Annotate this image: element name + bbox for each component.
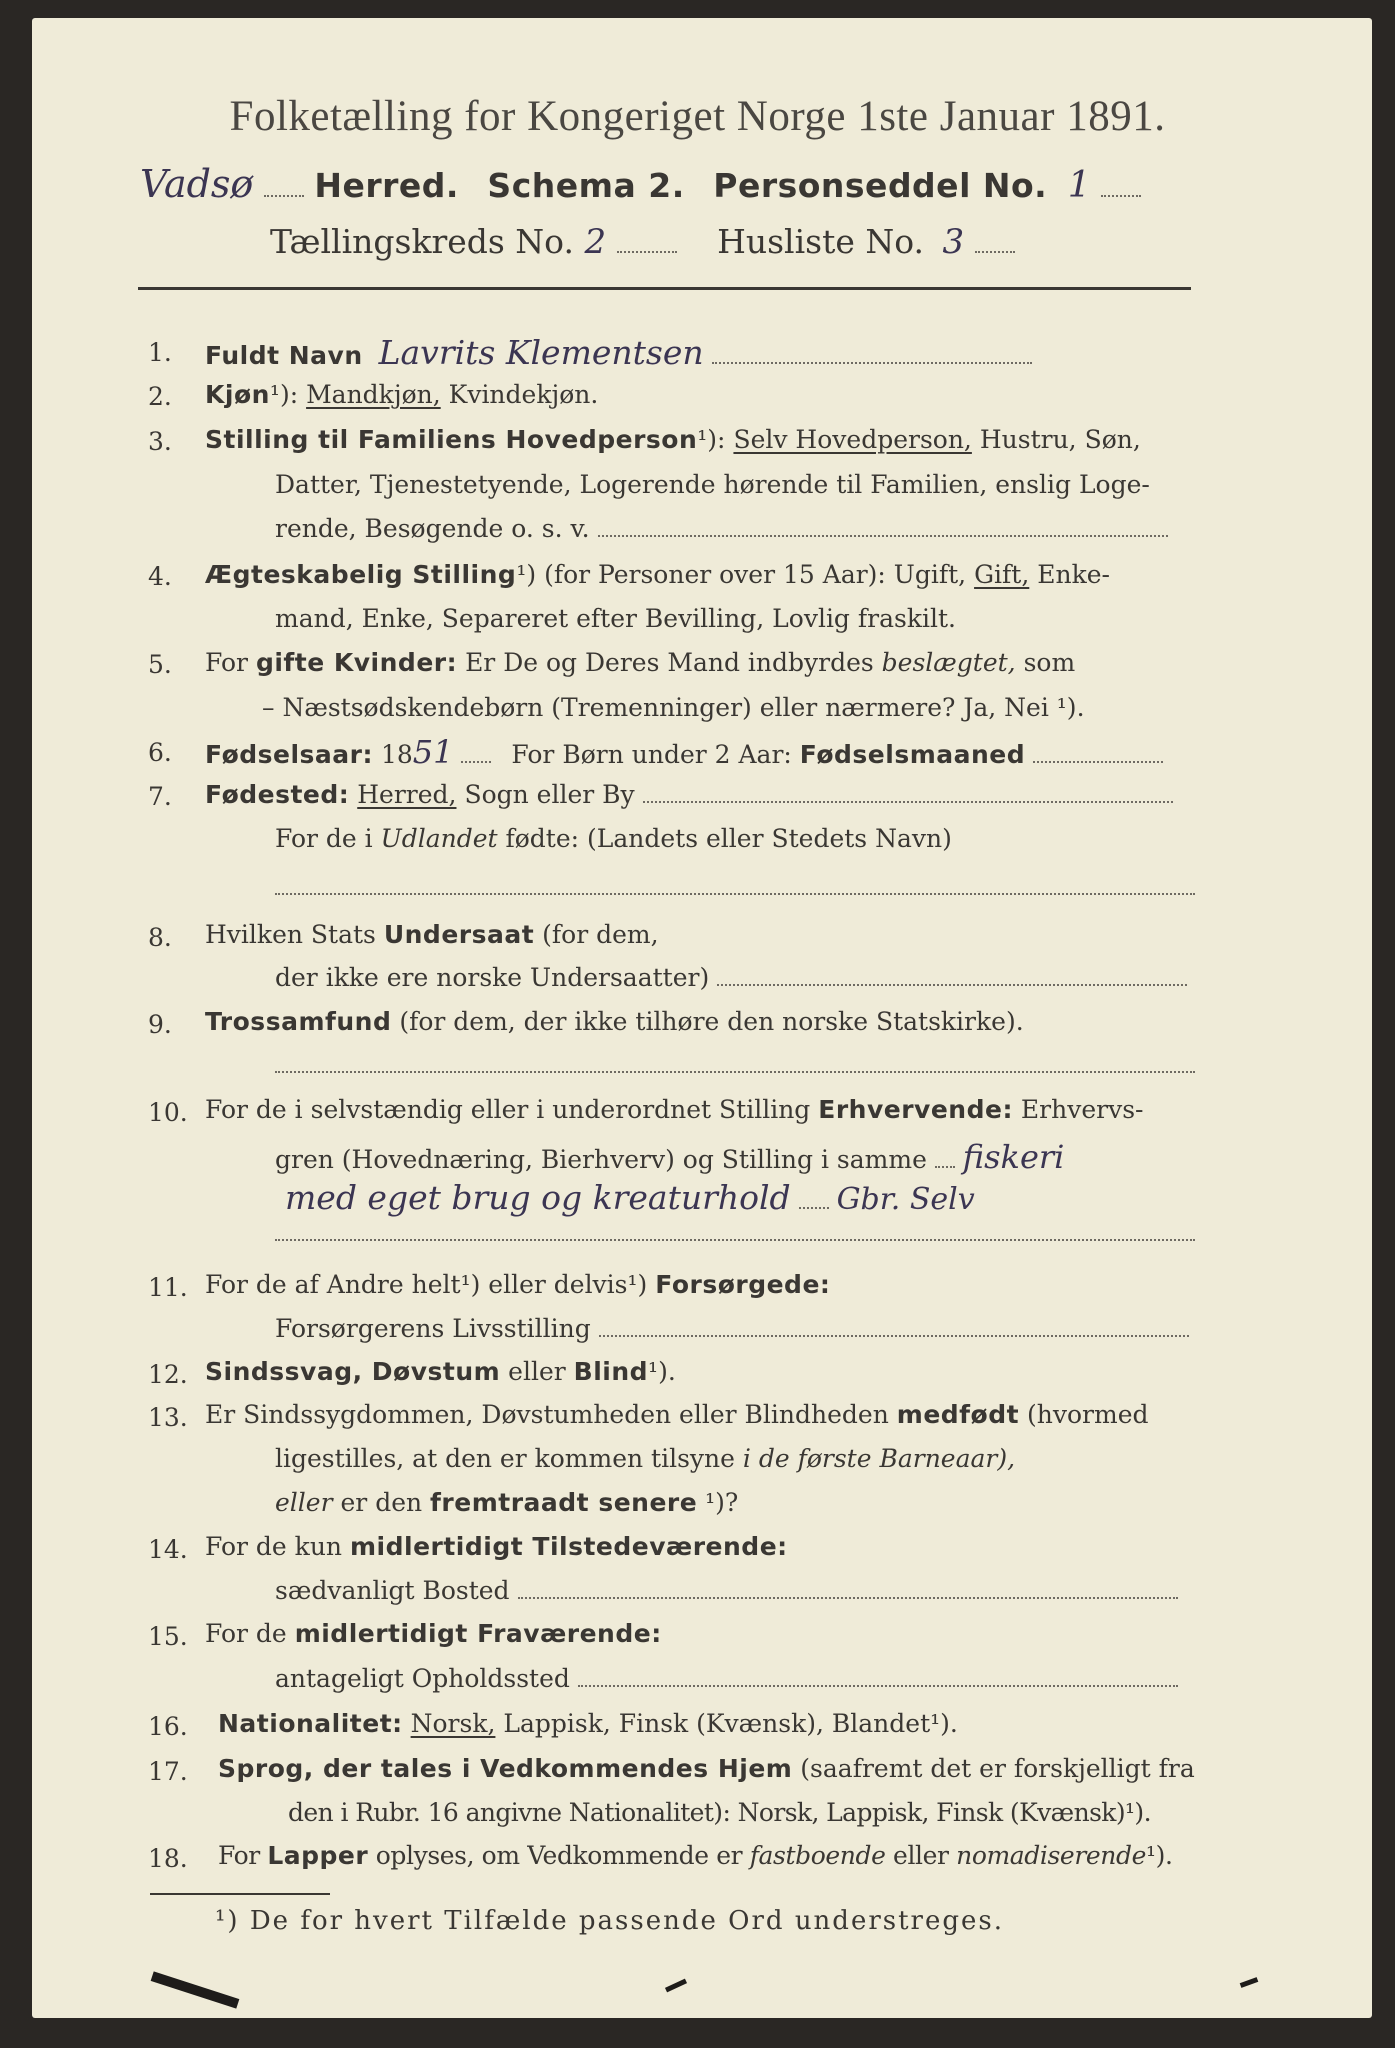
sex-label: Kjøn bbox=[205, 380, 270, 409]
full-name-handwritten: Lavrits Klementsen bbox=[378, 333, 704, 372]
item-9-text: (for dem, der ikke tilhøre den norske Statskirke). bbox=[399, 1007, 1024, 1036]
item-17-text: (saafremt det er forskjelligt fra bbox=[800, 1754, 1195, 1783]
item-4-text-end: Enke- bbox=[1037, 560, 1110, 589]
item-18-pre: For bbox=[218, 1841, 260, 1870]
item-number-11: 11. bbox=[148, 1273, 188, 1302]
item-12-mid: eller bbox=[508, 1357, 566, 1386]
item-3 bbox=[205, 425, 1141, 454]
item-17-line-2: den i Rubr. 16 angivne Nationalitet): Norsk, Lappisk, Finsk (Kvænsk)¹). bbox=[288, 1798, 1151, 1827]
item-10-dotted-line bbox=[275, 1238, 1195, 1241]
item-13-line-2-a: ligestilles, at den er kommen tilsyne bbox=[275, 1444, 735, 1473]
item-number-16: 16. bbox=[148, 1712, 188, 1741]
occupation-handwritten-1: fiskeri bbox=[962, 1138, 1065, 1176]
item-number-6: 6. bbox=[148, 738, 172, 767]
item-9 bbox=[205, 1007, 1024, 1036]
religion-label: Trossamfund bbox=[205, 1007, 392, 1036]
item-13-pre: Er Sindssygdommen, Døvstumheden eller Blindheden bbox=[205, 1400, 889, 1429]
sami-label: Lapper bbox=[267, 1841, 369, 1870]
item-7-line-2 bbox=[275, 824, 952, 853]
item-number-7: 7. bbox=[148, 782, 172, 811]
item-8-line-2 bbox=[275, 963, 1187, 992]
family-position-label: Stilling til Familiens Hovedperson bbox=[205, 425, 698, 454]
item-7-line-2-a: For de i bbox=[275, 824, 373, 853]
item-9-dotted-line bbox=[275, 1070, 1195, 1073]
option-norwegian: Norsk, bbox=[410, 1709, 496, 1738]
item-13-line-3-a: er den bbox=[340, 1488, 423, 1517]
husliste-label: Husliste No. bbox=[717, 222, 925, 261]
footnote: ¹) De for hvert Tilfælde passende Ord understreges. bbox=[215, 1906, 1005, 1936]
item-5-line-2: – Næstsødskendebørn (Tremenninger) eller nærmere? Ja, Nei ¹). bbox=[262, 693, 1085, 722]
footnote-ref: ¹). bbox=[1145, 1841, 1173, 1870]
disability-label: Sindssvag, Døvstum bbox=[205, 1357, 501, 1386]
herred-label: Herred. bbox=[314, 166, 459, 205]
item-5-end: som bbox=[1023, 648, 1076, 677]
item-7-dotted-line bbox=[275, 892, 1195, 895]
sex-option-male: Mandkjøn, bbox=[306, 380, 441, 409]
item-number-9: 9. bbox=[148, 1010, 172, 1039]
item-4-text: (for Personer over 15 Aar): Ugift, bbox=[544, 560, 967, 589]
item-18-italic-2: nomadiserende bbox=[956, 1841, 1146, 1870]
footnote-rule bbox=[150, 1893, 330, 1895]
item-6 bbox=[205, 733, 1163, 771]
item-7-line-2-b: fødte: (Landets eller Stedets Navn) bbox=[505, 824, 952, 853]
item-10-text: Erhvervs- bbox=[1020, 1095, 1144, 1124]
item-12 bbox=[205, 1357, 676, 1386]
footnote-ref: ¹). bbox=[648, 1357, 676, 1386]
item-2 bbox=[205, 380, 598, 409]
item-8-line-2-text: der ikke ere norske Undersaatter) bbox=[275, 963, 710, 992]
item-number-1: 1. bbox=[148, 338, 172, 367]
option-married: Gift, bbox=[974, 560, 1030, 589]
item-14 bbox=[205, 1532, 788, 1561]
item-number-15: 15. bbox=[148, 1622, 188, 1651]
option-herred: Herred, bbox=[357, 780, 457, 809]
item-5-pre: For bbox=[205, 648, 248, 677]
item-15-line-2-text: antageligt Opholdssted bbox=[275, 1664, 570, 1693]
birth-year-handwritten: 51 bbox=[412, 733, 454, 771]
item-7 bbox=[205, 780, 1173, 809]
item-3-line-3-text: rende, Besøgende o. s. v. bbox=[275, 514, 590, 543]
item-7-text: Sogn eller By bbox=[464, 780, 635, 809]
place-handwritten: Vadsø bbox=[140, 162, 254, 206]
item-18-mid: eller bbox=[893, 1841, 949, 1870]
item-13 bbox=[205, 1400, 1149, 1429]
item-14-line-2 bbox=[275, 1576, 1178, 1605]
item-11 bbox=[205, 1270, 830, 1299]
occupation-handwritten-2: med eget brug og kreaturhold bbox=[285, 1178, 791, 1217]
item-number-3: 3. bbox=[148, 427, 172, 456]
item-17 bbox=[218, 1754, 1195, 1783]
item-14-pre: For de kun bbox=[205, 1532, 343, 1561]
husliste-no-handwritten: 3 bbox=[942, 222, 965, 262]
item-13-line-3 bbox=[275, 1488, 738, 1517]
occupation-handwritten-3: Gbr. Selv bbox=[836, 1182, 975, 1217]
birth-month-label: Fødselsmaaned bbox=[799, 740, 1026, 769]
footnote-ref: ¹): bbox=[697, 425, 726, 454]
item-11-line-2-text: Forsørgerens Livsstilling bbox=[275, 1314, 591, 1343]
birthplace-label: Fødested: bbox=[205, 780, 350, 809]
full-name-label: Fuldt Navn bbox=[205, 341, 363, 370]
item-18-italic-1: fastboende bbox=[749, 1841, 886, 1870]
item-3-line-2: Datter, Tjenestetyende, Logerende hørende til Familien, enslig Loge- bbox=[275, 470, 1150, 499]
item-10-line-2 bbox=[275, 1138, 1064, 1176]
temporarily-present-label: midlertidigt Tilstedeværende: bbox=[349, 1532, 788, 1561]
header-line-2 bbox=[270, 222, 1015, 262]
nationality-label: Nationalitet: bbox=[218, 1709, 403, 1738]
item-10-line-2-text: gren (Hovednæring, Bierhverv) og Stilling i samme bbox=[275, 1145, 927, 1174]
item-5-italic: beslægtet, bbox=[881, 648, 1016, 677]
temporarily-absent-label: midlertidigt Fraværende: bbox=[294, 1619, 662, 1648]
item-8-pre: Hvilken Stats bbox=[205, 920, 376, 949]
item-number-10: 10. bbox=[148, 1098, 188, 1127]
item-15 bbox=[205, 1619, 662, 1648]
item-11-pre: For de af Andre helt¹) eller delvis¹) bbox=[205, 1270, 648, 1299]
header-line-1 bbox=[140, 162, 1141, 206]
birth-year-prefix: 18 bbox=[380, 740, 413, 769]
item-5-text: Er De og Deres Mand indbyrdes bbox=[465, 648, 874, 677]
item-11-line-2 bbox=[275, 1314, 1189, 1343]
item-18 bbox=[218, 1841, 1173, 1870]
birth-year-label: Fødselsaar: bbox=[205, 740, 373, 769]
footnote-ref: ¹)? bbox=[705, 1488, 739, 1517]
item-16 bbox=[218, 1709, 958, 1738]
congenital-label: medfødt bbox=[896, 1400, 1020, 1429]
item-15-pre: For de bbox=[205, 1619, 287, 1648]
citizenship-label: Undersaat bbox=[383, 920, 535, 949]
personseddel-label: Personseddel No. bbox=[713, 166, 1048, 205]
item-4 bbox=[205, 560, 1110, 589]
item-14-line-2-text: sædvanligt Bosted bbox=[275, 1576, 510, 1605]
footnote-ref: ¹): bbox=[269, 380, 299, 409]
item-13-line-3-italic: eller bbox=[275, 1488, 333, 1517]
personseddel-no-handwritten: 1 bbox=[1067, 165, 1091, 206]
item-number-12: 12. bbox=[148, 1360, 188, 1389]
item-number-14: 14. bbox=[148, 1535, 188, 1564]
form-title: Folketælling for Kongeriget Norge 1ste Januar 1891. bbox=[229, 93, 1166, 140]
kreds-no-handwritten: 2 bbox=[584, 222, 607, 262]
item-number-4: 4. bbox=[148, 562, 172, 591]
item-8 bbox=[205, 920, 659, 949]
item-number-5: 5. bbox=[148, 650, 172, 679]
blind-label: Blind bbox=[573, 1357, 649, 1386]
item-15-line-2 bbox=[275, 1664, 1178, 1693]
kreds-label: Tællingskreds No. bbox=[270, 222, 574, 261]
item-number-17: 17. bbox=[148, 1757, 188, 1786]
marital-status-label: Ægteskabelig Stilling bbox=[205, 560, 517, 589]
item-18-text: oplyses, om Vedkommende er bbox=[375, 1841, 743, 1870]
item-1 bbox=[205, 333, 1032, 372]
item-13-line-2 bbox=[275, 1444, 1015, 1473]
sex-option-female: Kvindekjøn. bbox=[448, 380, 599, 409]
item-3-line-3 bbox=[275, 514, 1168, 543]
item-13-italic: i de første Barneaar), bbox=[742, 1444, 1016, 1473]
item-10-line-3 bbox=[285, 1178, 975, 1217]
item-10 bbox=[205, 1095, 1143, 1124]
item-4-line-2: mand, Enke, Separeret efter Bevilling, Lovlig fraskilt. bbox=[275, 604, 956, 633]
item-6-text: For Børn under 2 Aar: bbox=[511, 740, 792, 769]
supported-label: Forsørgede: bbox=[655, 1270, 831, 1299]
item-3-text: Hustru, Søn, bbox=[979, 425, 1141, 454]
occupation-label: Erhvervende: bbox=[818, 1095, 1013, 1124]
schema-label: Schema 2. bbox=[487, 166, 685, 205]
later-onset-label: fremtraadt senere bbox=[430, 1488, 698, 1517]
item-13-text: (hvormed bbox=[1027, 1400, 1149, 1429]
item-number-18: 18. bbox=[148, 1844, 188, 1873]
language-label: Sprog, der tales i Vedkommendes Hjem bbox=[218, 1754, 793, 1783]
item-number-2: 2. bbox=[148, 382, 172, 411]
header-rule bbox=[138, 287, 1191, 290]
item-number-8: 8. bbox=[148, 923, 172, 952]
footnote-ref: ¹) bbox=[516, 560, 537, 589]
item-16-text: Lappisk, Finsk (Kvænsk), Blandet¹). bbox=[503, 1709, 958, 1738]
item-7-italic: Udlandet bbox=[380, 824, 498, 853]
married-women-label: gifte Kvinder: bbox=[255, 648, 458, 677]
item-10-pre: For de i selvstændig eller i underordnet Stilling bbox=[205, 1095, 811, 1124]
item-number-13: 13. bbox=[148, 1403, 188, 1432]
item-5 bbox=[205, 648, 1075, 677]
option-head-of-household: Selv Hovedperson, bbox=[733, 425, 972, 454]
item-8-text: (for dem, bbox=[542, 920, 659, 949]
